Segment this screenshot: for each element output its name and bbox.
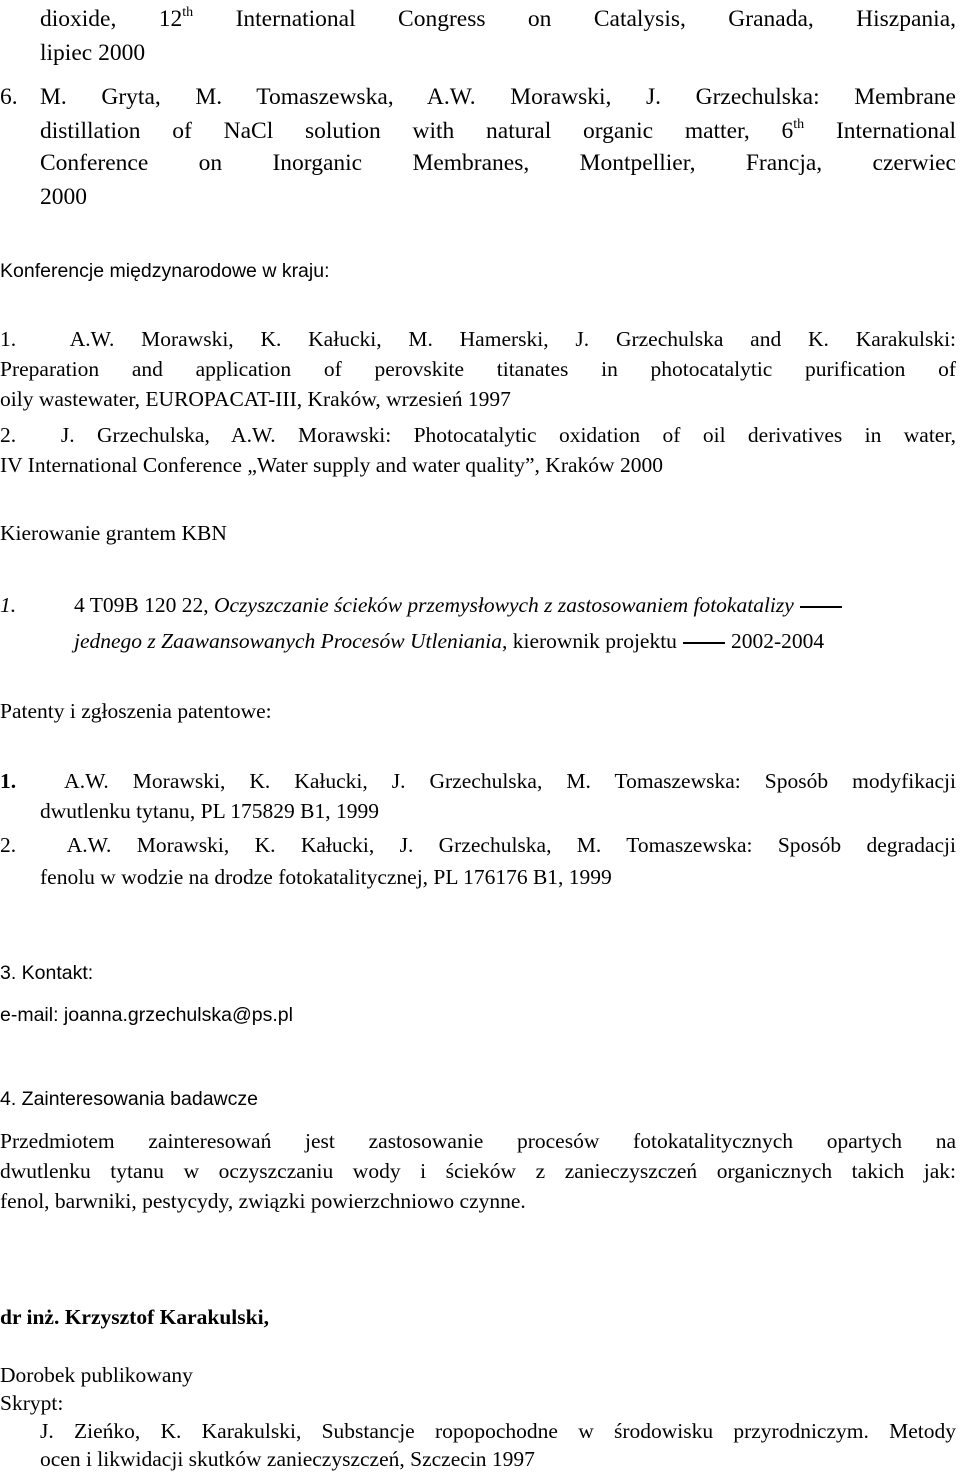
scripts-label: Skrypt:	[0, 1391, 64, 1415]
patent-item-2-line-2: fenolu w wodzie na drodze fotokatalitycznej, PL 176176 B1, 1999	[40, 865, 612, 889]
domestic-conf-item-1-line-2: Preparation and application of perovskite titanates in photocatalytic purification of	[0, 357, 956, 381]
conf-item-6-number: 6.	[0, 84, 18, 110]
person-name-heading: dr inż. Krzysztof Karakulski,	[0, 1305, 269, 1329]
conf-item-6-line-1: M. Gryta, M. Tomaszewska, A.W. Morawski, J. Grzechulska: Membrane	[40, 84, 956, 110]
contact-email: e-mail: joanna.grzechulska@ps.pl	[0, 1004, 293, 1026]
grant-item-line-1: 4 T09B 120 22, Oczyszczanie ścieków przemysłowych z zastosowaniem fotokatalizy	[74, 590, 848, 620]
script-item-line-2: ocen i likwidacji skutków zanieczyszczeń, Szczecin 1997	[40, 1447, 535, 1471]
domestic-conf-item-2-line-1: 2. J. Grzechulska, A.W. Morawski: Photocatalytic oxidation of oil derivatives in water,	[0, 423, 957, 447]
em-dash	[800, 606, 842, 608]
conf-item-5-line-2: lipiec 2000	[40, 40, 146, 66]
interests-line-2: dwutlenku tytanu w oczyszczaniu wody i ścieków z zanieczyszczeń organicznych takich jak:	[0, 1159, 956, 1183]
section-heading-contact: 3. Kontakt:	[0, 962, 94, 984]
section-heading-research-interests: 4. Zainteresowania badawcze	[0, 1088, 258, 1110]
grant-item-line-2: jednego z Zaawansowanych Procesów Utleniania, kierownik projektu 2002-2004	[74, 629, 825, 653]
section-heading-domestic-conferences: Konferencje międzynarodowe w kraju:	[0, 260, 330, 282]
conf-item-5-line-1: dioxide, 12th International Congress on Catalysis, Granada, Hiszpania,	[40, 5, 956, 32]
conf-item-6-line-2: distillation of NaCl solution with natural organic matter, 6th International	[40, 117, 957, 144]
conf-item-6-line-4: 2000	[40, 184, 87, 210]
section-heading-grant: Kierowanie grantem KBN	[0, 521, 227, 545]
patent-item-2-line-1: 2. A.W. Morawski, K. Kałucki, J. Grzechulska, M. Tomaszewska: Sposób degradacji	[0, 833, 956, 857]
grant-item-number: 1.	[0, 593, 17, 617]
interests-line-1: Przedmiotem zainteresowań jest zastosowanie procesów fotokatalitycznych opartych na	[0, 1129, 956, 1153]
script-item-line-1: J. Zieńko, K. Karakulski, Substancje ropopochodne w środowisku przyrodniczym. Metody	[40, 1419, 956, 1443]
published-achievements-label: Dorobek publikowany	[0, 1363, 193, 1387]
patent-item-1-line-2: dwutlenku tytanu, PL 175829 B1, 1999	[40, 799, 380, 823]
domestic-conf-item-1-line-3: oily wastewater, EUROPACAT-III, Kraków, wrzesień 1997	[0, 387, 511, 411]
domestic-conf-item-1-line-1: 1. A.W. Morawski, K. Kałucki, M. Hamerski, J. Grzechulska and K. Karakulski:	[0, 327, 957, 351]
conf-item-6-line-3: Conference on Inorganic Membranes, Montpellier, Francja, czerwiec	[40, 150, 956, 176]
interests-line-3: fenol, barwniki, pestycydy, związki powierzchniowo czynne.	[0, 1189, 526, 1213]
domestic-conf-item-2-line-2: IV International Conference „Water supply and water quality”, Kraków 2000	[0, 453, 663, 477]
em-dash	[683, 642, 725, 644]
section-heading-patents: Patenty i zgłoszenia patentowe:	[0, 699, 272, 723]
patent-item-1-line-1: 1. A.W. Morawski, K. Kałucki, J. Grzechulska, M. Tomaszewska: Sposób modyfikacji	[0, 769, 956, 793]
